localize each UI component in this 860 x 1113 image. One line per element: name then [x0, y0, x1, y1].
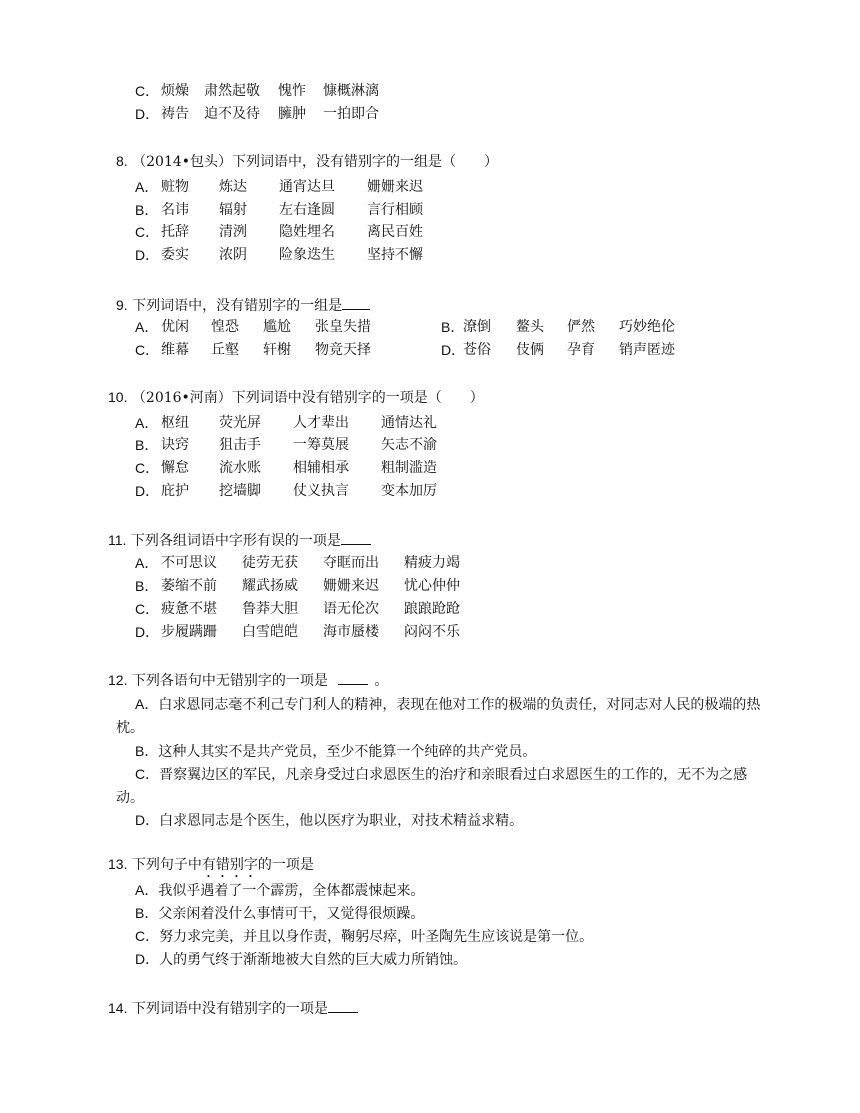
- word: 白雪皑皑: [242, 624, 298, 640]
- word: 懈怠: [161, 460, 189, 476]
- option-letter: A．: [135, 555, 159, 571]
- question-number: 9.: [116, 297, 128, 313]
- q9-option-b: [441, 317, 464, 337]
- question-text: （2014•包头）下列词语中，没有错别字的一组是（ ）: [132, 154, 499, 170]
- word: 不可思议: [161, 555, 217, 571]
- word: 精疲力竭: [404, 555, 460, 571]
- q11-option-d: [135, 622, 159, 642]
- word: 伎俩: [516, 342, 544, 358]
- word: 变本加厉: [381, 483, 437, 499]
- word: 夺眶而出: [323, 555, 379, 571]
- q12-option-d: [135, 810, 523, 830]
- word: 物竞天择: [315, 342, 371, 358]
- word: 矢志不渝: [381, 437, 437, 453]
- word: 疲惫不堪: [161, 601, 217, 617]
- word: 险象迭生: [279, 247, 335, 263]
- option-letter: D．: [441, 342, 466, 358]
- option-text: 晋察翼边区的军民，凡亲身受过白求恩医生的治疗和亲眼看过白求恩医生的工作的，无不为之感动。: [116, 767, 748, 806]
- word: 祷告: [161, 106, 189, 122]
- option-letter: C．: [135, 928, 160, 944]
- question-text: 下列词语中，没有错别字的一组是: [132, 298, 343, 314]
- question-number: 10.: [108, 389, 128, 405]
- word: 徒劳无获: [242, 555, 298, 571]
- word: 步履蹒跚: [161, 624, 217, 640]
- question-text-end: 的一项是: [257, 857, 314, 873]
- q9-option-c: [135, 340, 159, 360]
- question-9-stem: [116, 294, 370, 314]
- q7-option-c: [135, 81, 159, 101]
- option-letter: C．: [135, 601, 160, 617]
- word: 人才辈出: [293, 415, 349, 431]
- word: 闷闷不乐: [404, 624, 460, 640]
- option-letter: A．: [135, 696, 159, 712]
- q12-option-a: [116, 693, 766, 740]
- stem-end: 。: [374, 673, 389, 689]
- word: 流水账: [219, 460, 261, 476]
- answer-blank[interactable]: [328, 997, 358, 1013]
- word: 孕育: [567, 342, 595, 358]
- word: 坚持不懈: [367, 247, 423, 263]
- q11-option-b: [135, 576, 158, 596]
- option-letter: C．: [135, 766, 160, 782]
- option-letter: D．: [135, 483, 160, 499]
- word: 惶恐: [211, 319, 239, 335]
- word: 相辅相承: [293, 460, 349, 476]
- option-text: 我似乎遇着了一个霹雳，全体都震悚起来。: [158, 883, 425, 899]
- option-letter: B．: [441, 319, 465, 335]
- word: 忧心仲仲: [404, 578, 460, 594]
- word: 鲁莽大胆: [242, 601, 298, 617]
- q10-option-c: [135, 458, 159, 478]
- word: 臃肿: [278, 106, 306, 122]
- word: 耀武扬威: [242, 578, 298, 594]
- answer-blank[interactable]: [342, 294, 370, 310]
- word: 姗姗来迟: [323, 578, 379, 594]
- word: 轩榭: [263, 342, 291, 358]
- question-text: 下列各组词语中字形有误的一项是: [130, 533, 341, 549]
- option-letter: C．: [135, 460, 160, 476]
- word: 俨然: [567, 319, 595, 335]
- option-letter: B．: [135, 578, 159, 594]
- word: 名讳: [161, 202, 189, 218]
- word: 委实: [161, 247, 189, 263]
- option-letter: C．: [135, 224, 160, 240]
- question-13-stem: [108, 854, 314, 874]
- option-letter: C．: [135, 342, 160, 358]
- q13-option-a: [135, 880, 424, 900]
- answer-blank[interactable]: [338, 669, 368, 685]
- word: 姗姗来迟: [367, 179, 423, 195]
- word: 通宵达旦: [279, 179, 335, 195]
- word: 挖墙脚: [219, 483, 261, 499]
- option-letter: B．: [135, 905, 159, 921]
- word: 荧光屏: [219, 415, 261, 431]
- word: 语无伦次: [323, 601, 379, 617]
- q13-option-c: [135, 926, 593, 946]
- word: 庇护: [161, 483, 189, 499]
- word: 诀窍: [161, 437, 189, 453]
- word: 炼达: [219, 179, 247, 195]
- word: 愧怍: [278, 83, 306, 99]
- word: 丘壑: [211, 342, 239, 358]
- q8-option-a: [135, 177, 158, 197]
- word: 踉踉跄跄: [404, 601, 460, 617]
- option-text: 父亲闲着没什么事情可干，又觉得很烦躁。: [158, 906, 425, 922]
- question-number: 13.: [108, 856, 128, 872]
- q8-option-b: [135, 200, 158, 220]
- word: 枢纽: [161, 415, 189, 431]
- q13-option-d: [135, 949, 467, 969]
- option-letter: B．: [135, 202, 159, 218]
- option-letter: A．: [135, 882, 159, 898]
- word: 苍俗: [463, 342, 491, 358]
- option-text: 白求恩同志是个医生，他以医疗为职业，对技术精益求精。: [159, 813, 524, 829]
- question-number: 8.: [116, 153, 128, 169]
- word: 隐姓埋名: [279, 224, 335, 240]
- option-letter: A．: [135, 319, 159, 335]
- option-letter: D．: [135, 812, 160, 828]
- question-text: 下列各语句中无错别字的一项是: [131, 673, 328, 689]
- question-number: 11.: [108, 532, 127, 548]
- word: 鳌头: [516, 319, 544, 335]
- question-text: 下列句子中: [131, 857, 202, 873]
- word: 销声匿迹: [619, 342, 675, 358]
- word: 托辞: [161, 224, 189, 240]
- word: 浓阴: [219, 247, 247, 263]
- option-text: 人的勇气终于渐渐地被大自然的巨大威力所销蚀。: [159, 952, 468, 968]
- q8-option-d: [135, 245, 159, 265]
- option-letter: D．: [135, 951, 160, 967]
- word: 粗制滥造: [381, 460, 437, 476]
- option-letter: A．: [135, 179, 159, 195]
- word: 清洌: [219, 224, 247, 240]
- option-letter: D．: [135, 106, 160, 122]
- option-letter: D．: [135, 624, 160, 640]
- q11-option-a: [135, 553, 158, 573]
- word: 潦倒: [463, 319, 491, 335]
- word: 海市蜃楼: [323, 624, 379, 640]
- word: 一筹莫展: [293, 437, 349, 453]
- question-12-stem: [108, 669, 388, 689]
- word: 言行相顾: [367, 202, 423, 218]
- question-8-stem: [116, 151, 498, 171]
- q13-option-b: [135, 903, 424, 923]
- q9-option-a: [135, 317, 158, 337]
- word: 赃物: [161, 179, 189, 195]
- question-number: 14.: [108, 1000, 128, 1016]
- word: 离民百姓: [367, 224, 423, 240]
- question-number: 12.: [108, 672, 128, 688]
- word: 通情达礼: [381, 415, 437, 431]
- option-letter: B．: [135, 437, 159, 453]
- q12-option-b: [135, 741, 536, 761]
- option-text: 这种人其实不是共产党员，至少不能算一个纯碎的共产党员。: [158, 744, 537, 760]
- question-14-stem: [108, 997, 358, 1017]
- word: 烦燥: [161, 83, 189, 99]
- word: 慷概淋漓: [323, 83, 379, 99]
- question-text: 下列词语中没有错别字的一项是: [131, 1001, 328, 1017]
- emphasized-text: 有错别字: [201, 857, 258, 873]
- q12-option-c: [116, 763, 766, 810]
- q10-option-a: [135, 413, 158, 433]
- word: 一拍即合: [323, 106, 379, 122]
- q7-option-d: [135, 104, 159, 124]
- q11-option-c: [135, 599, 159, 619]
- word: 仗义执言: [293, 483, 349, 499]
- option-text: 努力求完美，并且以身作责，鞠躬尽瘁，叶圣陶先生应该说是第一位。: [159, 929, 594, 945]
- word: 萎缩不前: [161, 578, 217, 594]
- q8-option-c: [135, 222, 159, 242]
- word: 巧妙绝伦: [619, 319, 675, 335]
- q10-option-b: [135, 435, 158, 455]
- option-letter: A．: [135, 415, 159, 431]
- answer-blank[interactable]: [341, 529, 371, 545]
- option-letter: B．: [135, 743, 159, 759]
- word: 优闲: [161, 319, 189, 335]
- word: 张皇失措: [315, 319, 371, 335]
- word: 肃然起敬: [204, 83, 260, 99]
- question-11-stem: [108, 529, 371, 549]
- word: 辐射: [219, 202, 247, 218]
- q10-option-d: [135, 481, 159, 501]
- question-10-stem: [108, 387, 484, 407]
- option-text: 白求恩同志毫不利己专门利人的精神，表现在他对工作的极端的负责任，对同志对人民的极端的热枕。: [116, 697, 761, 736]
- question-text: （2016•河南）下列词语中没有错别字的一项是（ ）: [131, 390, 484, 406]
- word: 维幕: [161, 342, 189, 358]
- q9-option-d: [441, 340, 465, 360]
- word: 迫不及待: [204, 106, 260, 122]
- option-letter: D．: [135, 247, 160, 263]
- option-letter: C．: [135, 83, 160, 99]
- word: 狙击手: [219, 437, 261, 453]
- word: 尴尬: [263, 319, 291, 335]
- word: 左右逢圆: [279, 202, 335, 218]
